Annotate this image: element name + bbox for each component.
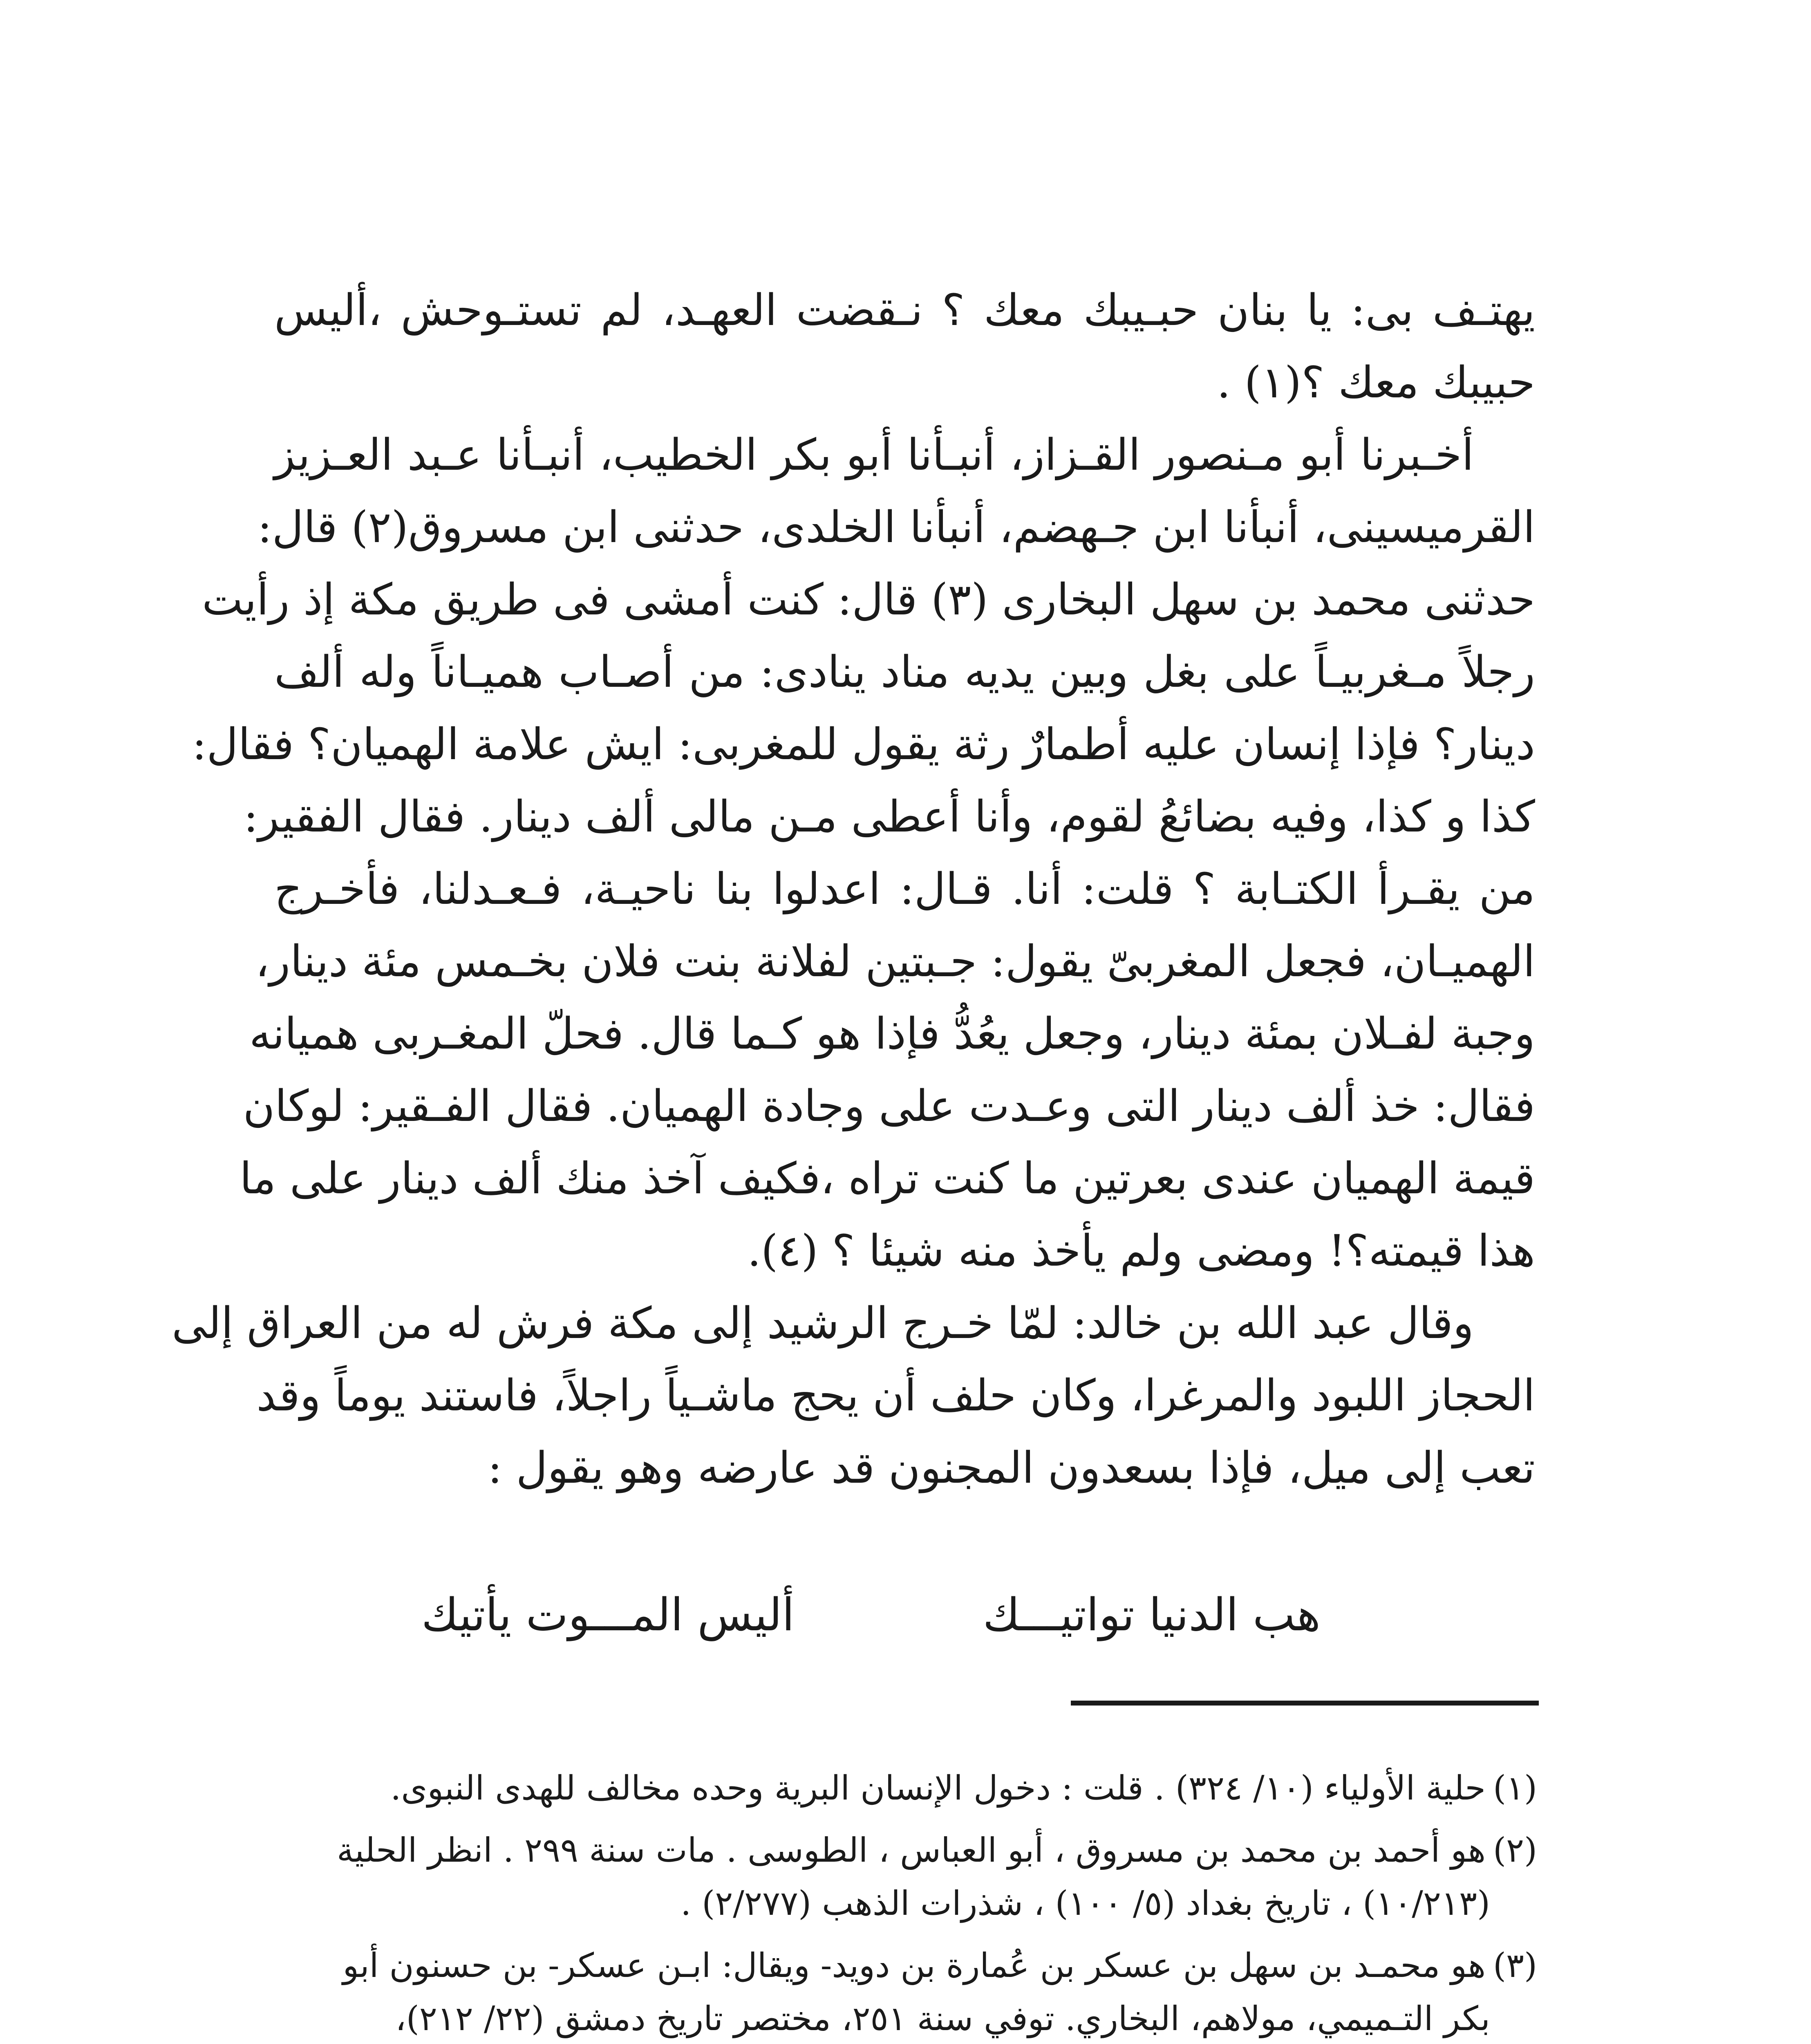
- verse-second-hemistich: أليس المـــوت يأتيك: [421, 1589, 795, 1641]
- footnote-number: (٣): [1493, 1946, 1537, 1985]
- text-line: الهميـان، فجعل المغربىّ يقول: جـبتين لفلانة بنت فلان بخـمس مئة دينار،: [255, 936, 1535, 986]
- footnote-number: (١): [1493, 1769, 1537, 1808]
- text-line: كذا و كذا، وفيه بضائعُ لقوم، وأنا أعطى مـن مالى ألف دينار. فقال الفقير:: [243, 791, 1535, 842]
- footnote: [274, 1939, 1537, 2044]
- footnote: [274, 1762, 1537, 1815]
- footnote-separator: [1071, 1701, 1539, 1706]
- text-line: الحجاز اللبود والمرغرا، وكان حلف أن يحج ماشـياً راجلاً، فاستند يوماً وقد: [256, 1370, 1535, 1421]
- text-line: وجبة لفـلان بمئة دينار، وجعل يعُدُّ فإذا هو كـما قال. فحلّ المغـربى هميانه: [249, 1009, 1535, 1059]
- main-text: [172, 274, 1535, 1504]
- text-line: يهتـف بى: يا بنان حبـيبك معك ؟ نـقضت العهـد، لم تستـوحش ،أليس: [274, 285, 1535, 335]
- text-line: أخـبرنا أبو مـنصور القـزاز، أنبـأنا أبو بكر الخطيب، أنبـأنا عـبد العـزيز: [274, 430, 1474, 480]
- text-line: قيمة الهميان عندى بعرتين ما كنت تراه ،فكيف آخذ منك ألف دينار على ما: [240, 1153, 1535, 1204]
- paragraph: [274, 274, 1535, 419]
- verse-first-hemistich: هب الدنيا تواتيـــك: [983, 1589, 1321, 1641]
- footnote-text: (١٠/٢١٣) ، تاريخ بغداد (٥/ ١٠٠) ، شذرات الذهب (٢/٢٧٧) .: [681, 1884, 1490, 1923]
- text-line: فقال: خذ ألف دينار التى وعـدت على وجادة الهميان. فقال الفـقير: لوكان: [243, 1081, 1535, 1131]
- paragraph: [172, 1287, 1535, 1504]
- text-line: تعب إلى ميل، فإذا بسعدون المجنون قد عارضه وهو يقول :: [488, 1443, 1535, 1493]
- footnotes: [274, 1762, 1537, 2044]
- paragraph: [192, 419, 1535, 1287]
- text-line: وقال عبد الله بن خالد: لمّا خـرج الرشيد إلى مكة فرش له من العراق إلى: [172, 1298, 1474, 1348]
- footnote-number: (٢): [1493, 1831, 1537, 1870]
- footnote-text: هو أحمد بن محمد بن مسروق ، أبو العباس ، الطوسى . مات سنة ٢٩٩ . انظر الحلية: [337, 1831, 1486, 1870]
- text-line: القرميسينى، أنبأنا ابن جـهضم، أنبأنا الخلدى، حدثنى ابن مسروق(٢) قال:: [257, 502, 1535, 552]
- footnote-text: حلية الأولياء (١٠/ ٣٢٤) . قلت : دخول الإنسان البرية وحده مخالف للهدى النبوى.: [390, 1769, 1486, 1808]
- text-line: حبيبك معك ؟(١) .: [1217, 357, 1535, 408]
- text-line: هذا قيمته؟! ومضى ولم يأخذ منه شيئا ؟ (٤).: [747, 1226, 1535, 1276]
- footnote-text: بكر التـميمي، مولاهم، البخاري. توفي سنة ٢٥١، مختصر تاريخ دمشق (٢٢/ ٢١٢)،: [395, 1999, 1490, 2038]
- footnote: [274, 1824, 1537, 1930]
- text-line: رجلاً مـغربيـاً على بغل وبين يديه مناد ينادى: من أصـاب هميـاناً وله ألف: [274, 647, 1535, 697]
- text-line: من يقـرأ الكتـابة ؟ قلت: أنا. قـال: اعدلوا بنا ناحيـة، فـعـدلنا، فأخـرج: [274, 864, 1535, 914]
- text-line: حدثنى محمد بن سهل البخارى (٣) قال: كنت أمشى فى طريق مكة إذ رأيت: [202, 574, 1535, 625]
- poetry-verse: [421, 1582, 1321, 1664]
- footnote-text: هو محمـد بن سهل بن عسكر بن عُمارة بن دويد- ويقال: ابـن عسكر- بن حسنون أبو: [343, 1946, 1486, 1985]
- text-line: دينار؟ فإذا إنسان عليه أطمارٌ رثة يقول للمغربى: ايش علامة الهميان؟ فقال:: [192, 719, 1535, 769]
